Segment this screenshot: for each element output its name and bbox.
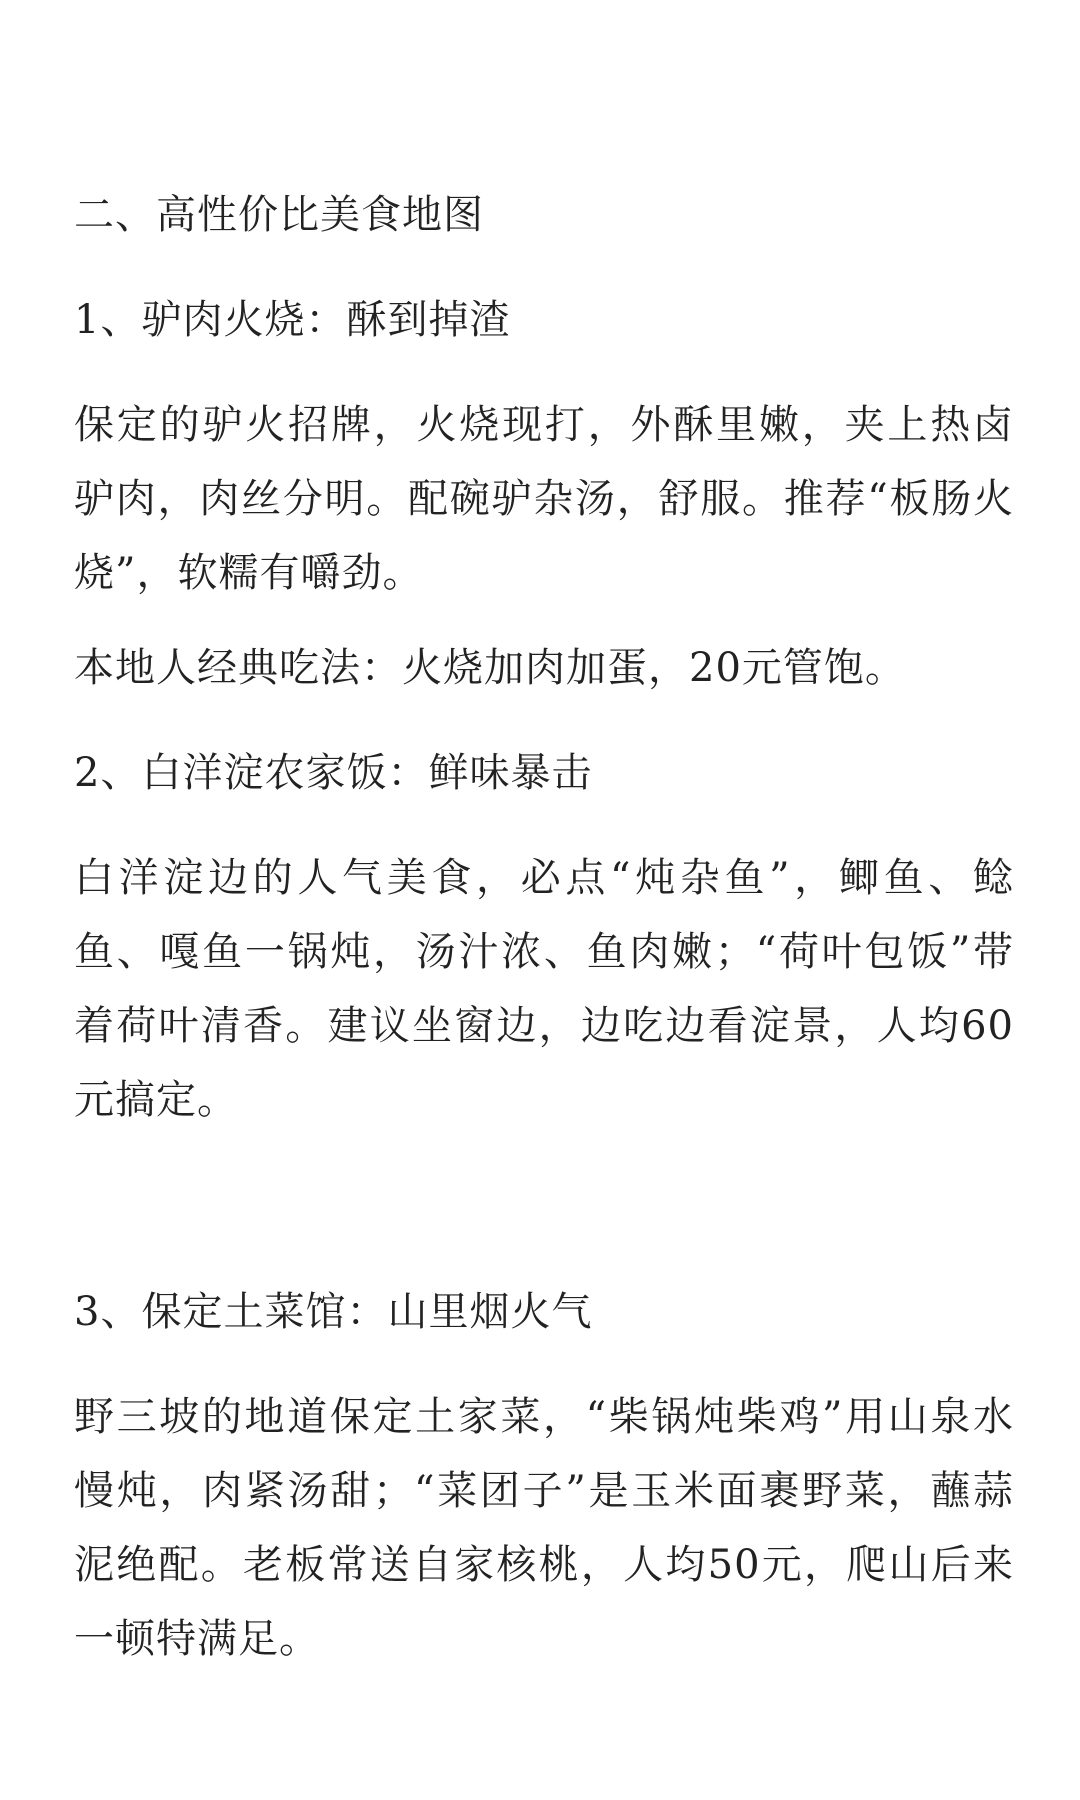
item-1-paragraph-1: 保定的驴火招牌，火烧现打，外酥里嫩，夹上热卤驴肉，肉丝分明。配碗驴杂汤，舒服。推荐“板肠火烧”，软糯有嚼劲。 xyxy=(74,402,1014,596)
item-2-heading: 2、白洋淀农家饭：鲜味暴击 xyxy=(74,750,593,796)
item-3-heading: 3、保定土菜馆：山里烟火气 xyxy=(74,1289,593,1335)
section-title: 二、高性价比美食地图 xyxy=(74,192,484,238)
item-1-heading: 1、驴肉火烧：酥到掉渣 xyxy=(74,297,511,343)
item-2-paragraph-1: 白洋淀边的人气美食，必点“炖杂鱼”，鲫鱼、鲶鱼、嘎鱼一锅炖，汤汁浓、鱼肉嫩；“荷叶包饭”带着荷叶清香。建议坐窗边，边吃边看淀景，人均60元搞定。 xyxy=(74,855,1014,1123)
item-3-paragraph-1: 野三坡的地道保定土家菜，“柴锅炖柴鸡”用山泉水慢炖，肉紧汤甜；“菜团子”是玉米面裹野菜，蘸蒜泥绝配。老板常送自家核桃，人均50元，爬山后来一顿特满足。 xyxy=(74,1394,1014,1662)
item-1-paragraph-2: 本地人经典吃法：火烧加肉加蛋，20元管饱。 xyxy=(74,645,906,691)
